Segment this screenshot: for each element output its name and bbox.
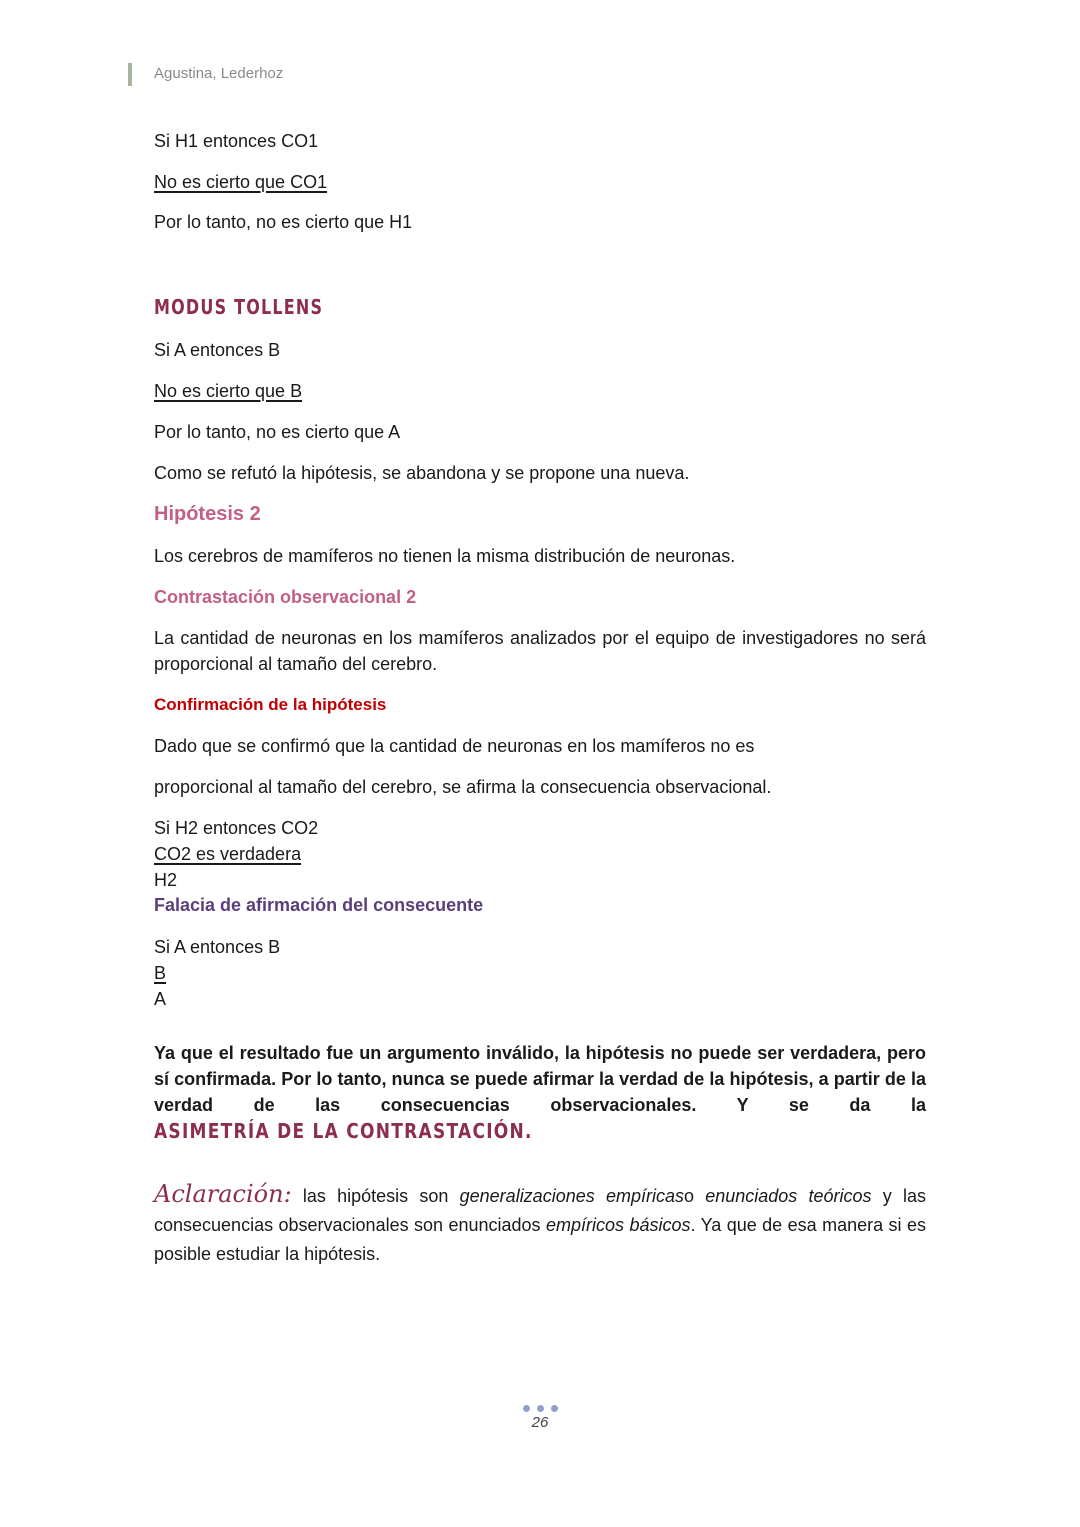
aclaracion-italic: empíricos básicos (545, 1215, 691, 1235)
aclaracion-text: o (683, 1186, 706, 1206)
contrastacion-2-heading: Contrastación observacional 2 (154, 587, 417, 607)
falacia-heading: Falacia de afirmación del consecuente (154, 895, 484, 915)
premise-line: Si H1 entonces CO1 (154, 131, 319, 151)
page-number: 26 (531, 1414, 549, 1431)
hipotesis-2-text: Los cerebros de mamíferos no tienen la misma distribución de neuronas. (154, 546, 736, 566)
modus-tollens-heading: MODUS TOLLENS (154, 295, 324, 319)
dot (551, 1405, 558, 1412)
conclusion-line: A (154, 989, 167, 1009)
confirmacion-heading: Confirmación de la hipótesis (154, 695, 387, 714)
conclusion-line: Por lo tanto, no es cierto que A (154, 422, 401, 442)
aclaracion-text: y las consecuencias observacionales son enunciados (154, 1186, 927, 1235)
dot (537, 1405, 544, 1412)
conclusion-line: H2 (154, 870, 178, 890)
hipotesis-2-heading: Hipótesis 2 (154, 503, 261, 525)
contrastacion-2-text: La cantidad de neuronas en los mamíferos analizados por el equipo de investigadores no será proporcional al tamaño del cerebro. (154, 628, 926, 674)
aclaracion-italic: generalizaciones empíricas (459, 1186, 684, 1206)
premise-line-underlined: No es cierto que CO1 (154, 172, 328, 192)
header-author: Agustina, Lederhoz (154, 65, 284, 82)
aclaracion-paragraph (154, 1180, 926, 1269)
header-accent-bar (128, 63, 132, 86)
premise-line: Si A entonces B (154, 340, 281, 360)
aclaracion-text: las hipótesis son (291, 1186, 460, 1206)
premise-line: Si A entonces B (154, 937, 281, 957)
conclusion-paragraph (154, 1040, 926, 1145)
aclaracion-italic: enunciados teóricos (705, 1186, 872, 1206)
aclaracion-text: . Ya que de esa manera si es posible estudiar la hipótesis. (154, 1215, 926, 1264)
conclusion-text: Ya que el resultado fue un argumento inválido, la hipótesis no puede ser verdadera, pero sí confirmada. Por lo tanto, nunca se puede afirmar la verdad de la hipótesis, a partir de la verdad de las consecuencias observacionales. Y se da la (154, 1043, 926, 1115)
premise-line: Si H2 entonces CO2 (154, 818, 319, 838)
dot (523, 1405, 530, 1412)
premise-line-underlined: CO2 es verdadera (154, 844, 302, 864)
confirmacion-line: proporcional al tamaño del cerebro, se afirma la consecuencia observacional. (154, 777, 772, 797)
page-dots-ornament (523, 1405, 558, 1412)
conclusion-line: Por lo tanto, no es cierto que H1 (154, 212, 413, 232)
refutation-note: Como se refutó la hipótesis, se abandona y se propone una nueva. (154, 463, 690, 483)
asimetria-highlight: ASIMETRÍA DE LA CONTRASTACIÓN. (154, 1119, 533, 1143)
premise-line-underlined: B (154, 963, 167, 983)
aclaracion-label: Aclaración: (154, 1180, 292, 1208)
confirmacion-line: Dado que se confirmó que la cantidad de neuronas en los mamíferos no es (154, 736, 755, 756)
premise-line-underlined: No es cierto que B (154, 381, 303, 401)
